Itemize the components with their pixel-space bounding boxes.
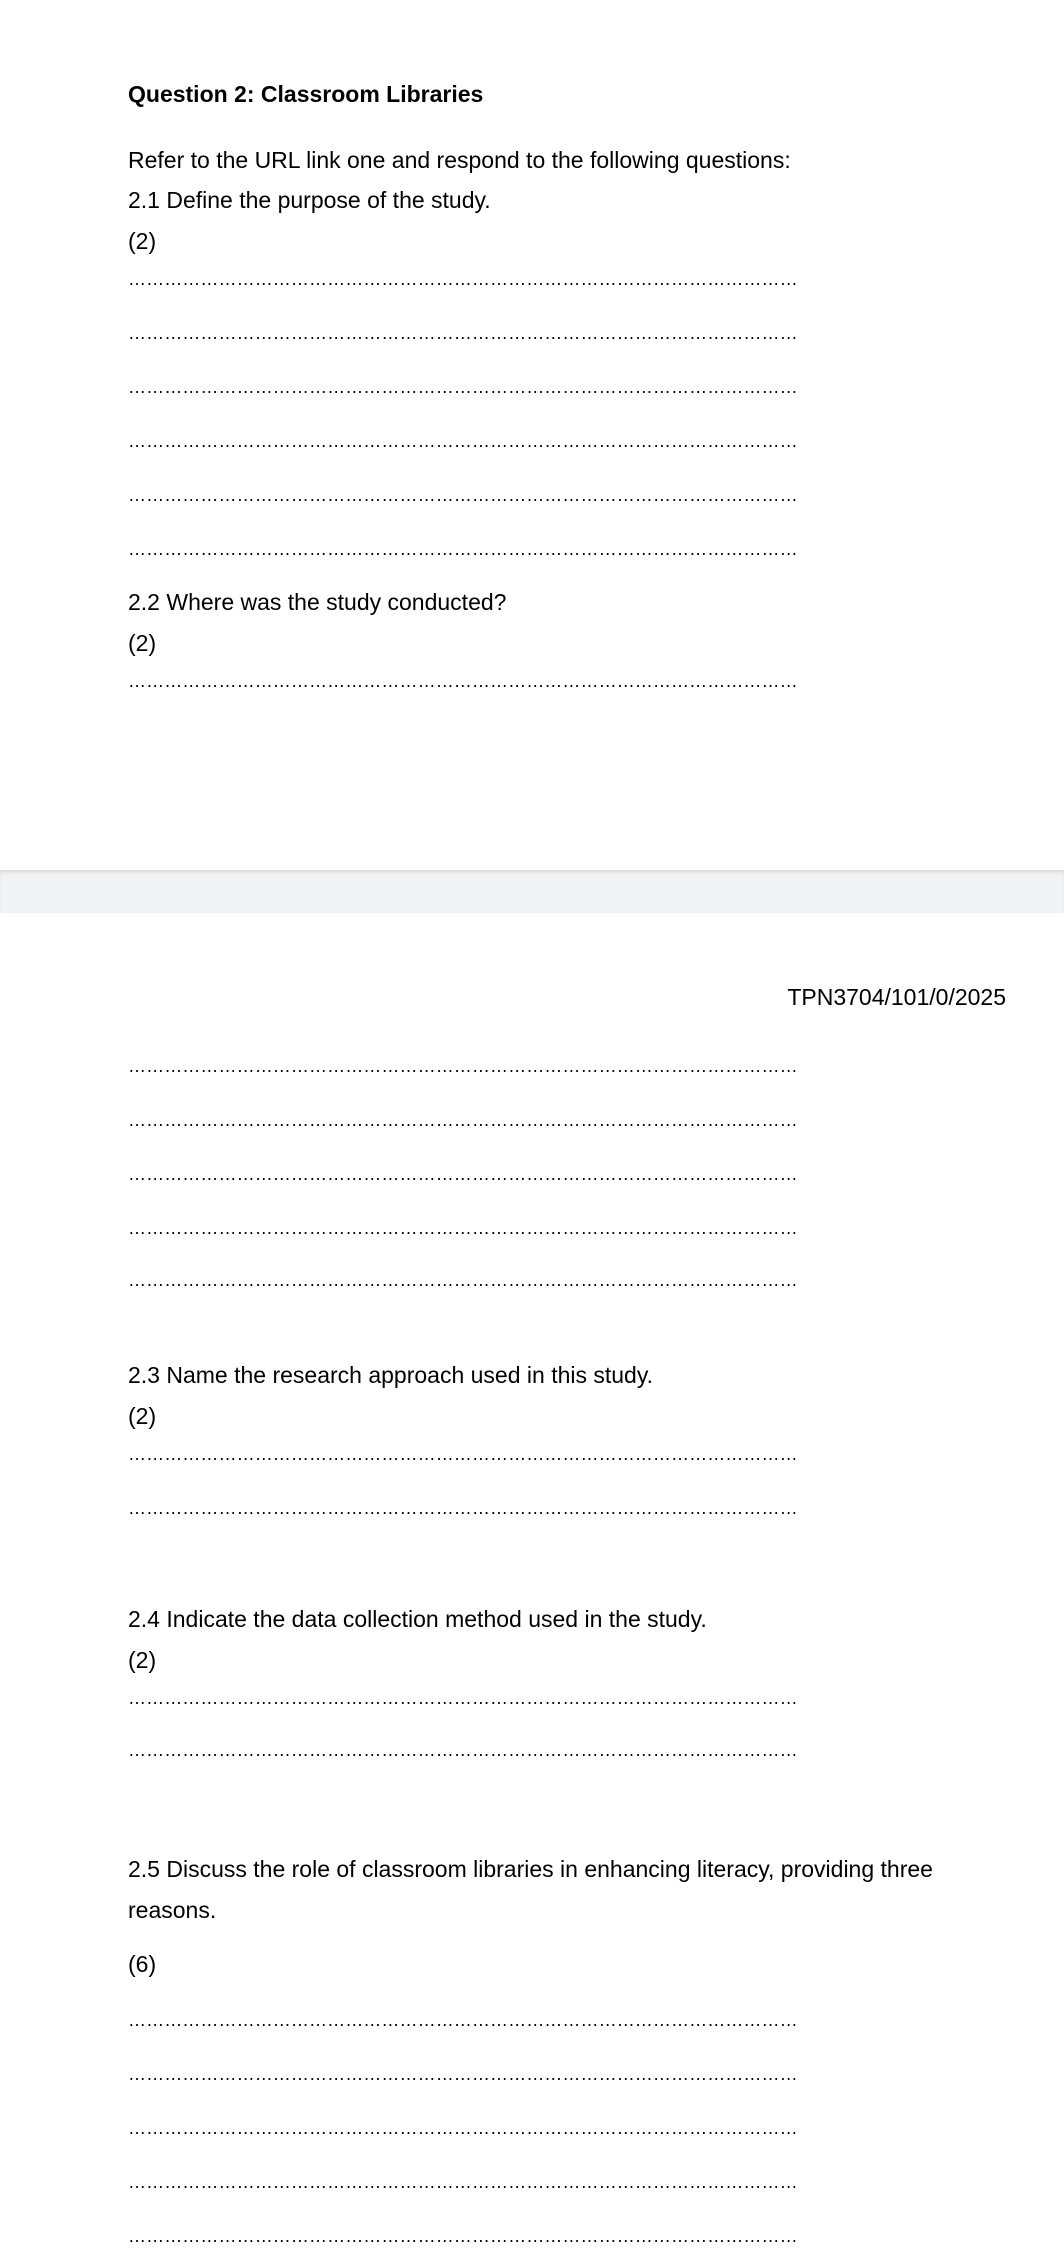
answer-line: …………………………………………………………………………………………………	[128, 324, 798, 342]
answer-line: …………………………………………………………………………………………………	[128, 378, 798, 396]
answer-line: …………………………………………………………………………………………………	[128, 540, 798, 558]
question-2-1-marks: (2)	[128, 228, 157, 254]
question-2-3-marks: (2)	[128, 1403, 157, 1429]
answer-line: …………………………………………………………………………………………………	[128, 672, 798, 690]
answer-line: …………………………………………………………………………………………………	[128, 1271, 798, 1289]
question-2-4-marks: (2)	[128, 1647, 157, 1673]
intro-text: Refer to the URL link one and respond to the following questions:	[128, 147, 791, 173]
question-2-1-text: 2.1 Define the purpose of the study.	[128, 187, 491, 213]
answer-line: …………………………………………………………………………………………………	[128, 1741, 798, 1759]
answer-line: …………………………………………………………………………………………………	[128, 2119, 798, 2137]
answer-line: …………………………………………………………………………………………………	[128, 486, 798, 504]
question-title: Question 2: Classroom Libraries	[128, 81, 484, 107]
answer-line: …………………………………………………………………………………………………	[128, 2227, 798, 2245]
answer-line: …………………………………………………………………………………………………	[128, 1689, 798, 1707]
answer-line: …………………………………………………………………………………………………	[128, 432, 798, 450]
page-separator	[0, 870, 1064, 914]
answer-line: …………………………………………………………………………………………………	[128, 1057, 798, 1075]
answer-line: …………………………………………………………………………………………………	[128, 1111, 798, 1129]
answer-line: …………………………………………………………………………………………………	[128, 2173, 798, 2191]
answer-line: …………………………………………………………………………………………………	[128, 1445, 798, 1463]
answer-line: …………………………………………………………………………………………………	[128, 2065, 798, 2083]
answer-line: …………………………………………………………………………………………………	[128, 1165, 798, 1183]
question-2-3-text: 2.3 Name the research approach used in this study.	[128, 1362, 654, 1388]
document-page-1	[0, 0, 1064, 870]
question-2-5-text-line2: reasons.	[128, 1897, 217, 1923]
answer-line: …………………………………………………………………………………………………	[128, 1499, 798, 1517]
question-2-2-marks: (2)	[128, 630, 157, 656]
question-2-2-text: 2.2 Where was the study conducted?	[128, 589, 507, 615]
answer-line: …………………………………………………………………………………………………	[128, 2011, 798, 2029]
question-2-5-text-line1: 2.5 Discuss the role of classroom libraries in enhancing literacy, providing three	[128, 1856, 933, 1882]
answer-line: …………………………………………………………………………………………………	[128, 1219, 798, 1237]
answer-line: …………………………………………………………………………………………………	[128, 270, 798, 288]
document-code-header: TPN3704/101/0/2025	[787, 984, 1006, 1010]
question-2-5-marks: (6)	[128, 1951, 157, 1977]
question-2-4-text: 2.4 Indicate the data collection method used in the study.	[128, 1606, 707, 1632]
document-page-2	[0, 913, 1064, 2249]
